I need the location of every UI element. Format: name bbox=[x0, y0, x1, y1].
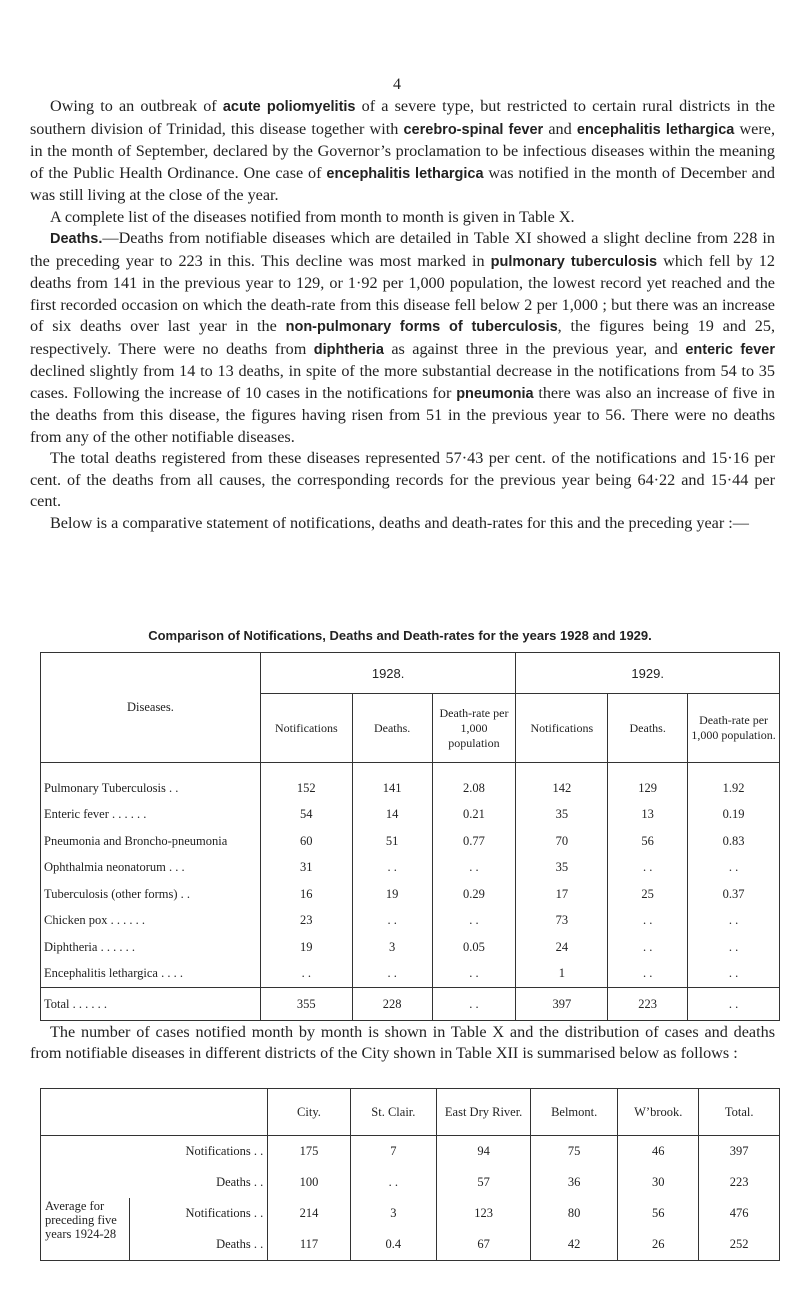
keyword: enteric fever bbox=[685, 341, 775, 358]
cell: . . bbox=[352, 908, 432, 935]
comparison-table bbox=[40, 652, 780, 1021]
disease-name: Enteric fever . . . . . . bbox=[41, 802, 261, 829]
cell: 0.77 bbox=[432, 828, 516, 855]
cell: 17 bbox=[516, 881, 608, 908]
cell: . . bbox=[688, 934, 780, 961]
cell: 214 bbox=[268, 1198, 350, 1229]
cell: 2.08 bbox=[432, 763, 516, 802]
cell: 1 bbox=[516, 961, 608, 988]
cell: 60 bbox=[260, 828, 352, 855]
table-row bbox=[41, 961, 780, 988]
table-caption: Comparison of Notifications, Deaths and Death-rates for the years 1928 and 1929. bbox=[148, 628, 652, 643]
cell: 75 bbox=[531, 1136, 618, 1168]
cell: . . bbox=[352, 855, 432, 882]
header-woodbrook: W’brook. bbox=[618, 1089, 699, 1136]
cell: 228 bbox=[352, 988, 432, 1021]
disease-name: Diphtheria . . . . . . bbox=[41, 934, 261, 961]
average-label bbox=[41, 1198, 130, 1261]
cell: . . bbox=[688, 961, 780, 988]
cell: 7 bbox=[350, 1136, 436, 1168]
keyword: non-pulmonary forms of tuberculosis bbox=[285, 319, 558, 335]
cell: . . bbox=[432, 961, 516, 988]
cell: 0.05 bbox=[432, 934, 516, 961]
cell: 0.21 bbox=[432, 802, 516, 829]
cell: . . bbox=[688, 988, 780, 1021]
cell: 117 bbox=[268, 1229, 350, 1261]
table-row bbox=[41, 908, 780, 935]
text-run: of a severe type, but restricted to certain rural districts in the southern division of Trinidad, this disease together with bbox=[30, 97, 776, 138]
avg-label-line: preceding five bbox=[45, 1213, 117, 1227]
table-row bbox=[41, 763, 780, 802]
cell: . . bbox=[352, 961, 432, 988]
cell: 26 bbox=[618, 1229, 699, 1261]
cell: 129 bbox=[608, 763, 688, 802]
header-city: City. bbox=[268, 1089, 350, 1136]
cell: . . bbox=[608, 855, 688, 882]
cell: 476 bbox=[699, 1198, 780, 1229]
header-belmont: Belmont. bbox=[531, 1089, 618, 1136]
header-st-clair: St. Clair. bbox=[350, 1089, 436, 1136]
paragraph-4: The total deaths registered from these diseases represented 57·43 per cent. of the notifications and 15·16 per cent. of the deaths from all causes, the corresponding records for the previous year being 64·22 and 15·44 per cent. bbox=[30, 449, 775, 510]
cell: 0.4 bbox=[350, 1229, 436, 1261]
header-year-1928: 1928. bbox=[260, 653, 516, 694]
cell: 223 bbox=[608, 988, 688, 1021]
cell: 142 bbox=[516, 763, 608, 802]
cell: . . bbox=[608, 961, 688, 988]
header-total: Total. bbox=[699, 1089, 780, 1136]
table-row bbox=[41, 934, 780, 961]
cell: 30 bbox=[618, 1167, 699, 1198]
cell: . . bbox=[688, 855, 780, 882]
text-run: —Deaths from notifiable diseases which are detailed in Table XI showed a slight decline from 228 in the preceding year to 223 in this. This decline was most marked in bbox=[30, 229, 775, 270]
cell: 46 bbox=[618, 1136, 699, 1168]
table-row bbox=[41, 1136, 780, 1168]
text-run: , the figures being 19 and 25, respectively. There were no deaths from bbox=[30, 317, 776, 358]
text-run: were, in the month of September, declared by the Governor’s proclamation to be infectious diseases within the meaning of the Public Health Ordinance. One case of bbox=[30, 119, 775, 182]
disease-name: Ophthalmia neonatorum . . . bbox=[41, 855, 261, 882]
cell: 31 bbox=[260, 855, 352, 882]
cell: 13 bbox=[608, 802, 688, 829]
table-row bbox=[41, 802, 780, 829]
table-row bbox=[41, 881, 780, 908]
cell: 80 bbox=[531, 1198, 618, 1229]
cell: 25 bbox=[608, 881, 688, 908]
header-notifications: Notifications bbox=[516, 694, 608, 763]
text-run: Owing to an outbreak of bbox=[50, 97, 223, 115]
section-heading: Deaths. bbox=[50, 231, 103, 247]
cell: 0.19 bbox=[688, 802, 780, 829]
text-run: was notified in the month of December and was still living at the close of the year. bbox=[30, 163, 776, 204]
cell: . . bbox=[432, 908, 516, 935]
cell: 19 bbox=[260, 934, 352, 961]
header-deaths: Deaths. bbox=[352, 694, 432, 763]
cell: 152 bbox=[260, 763, 352, 802]
row-label: Notifications . . bbox=[129, 1198, 267, 1229]
body-text bbox=[30, 96, 775, 534]
cell: 57 bbox=[437, 1167, 531, 1198]
keyword: pneumonia bbox=[456, 385, 534, 402]
disease-name: Chicken pox . . . . . . bbox=[41, 908, 261, 935]
table-row bbox=[41, 828, 780, 855]
cell: 36 bbox=[531, 1167, 618, 1198]
cell: 397 bbox=[516, 988, 608, 1021]
cell: . . bbox=[432, 988, 516, 1021]
row-label: Deaths . . bbox=[129, 1229, 267, 1261]
text-run: and bbox=[543, 119, 577, 138]
cell: 223 bbox=[699, 1167, 780, 1198]
cell: 355 bbox=[260, 988, 352, 1021]
cell: 73 bbox=[516, 908, 608, 935]
avg-label-line: Average for bbox=[45, 1199, 105, 1213]
keyword: encephalitis lethargica bbox=[576, 121, 735, 138]
cell: 14 bbox=[352, 802, 432, 829]
cell: 67 bbox=[437, 1229, 531, 1261]
text-run: there was also an increase of five in the deaths from this disease, the figures having risen from 51 in the previous year to 56. There were no deaths from any of the other notifiable diseases. bbox=[30, 383, 775, 446]
text-run: declined slightly from 14 to 13 deaths, in spite of the more substantial decrease in the notifications from 54 to 35 cases. Following the increase of 10 cases in the notifications for bbox=[30, 362, 775, 402]
cell: 1.92 bbox=[688, 763, 780, 802]
header-deaths: Deaths. bbox=[608, 694, 688, 763]
header-year-1929: 1929. bbox=[516, 653, 780, 694]
cell: . . bbox=[432, 855, 516, 882]
paragraph-3 bbox=[30, 228, 775, 448]
table-row bbox=[41, 1229, 780, 1261]
header-notifications: Notifications bbox=[260, 694, 352, 763]
disease-name: Encephalitis lethargica . . . . bbox=[41, 961, 261, 988]
paragraph-2: A complete list of the diseases notified from month to month is given in Table X. bbox=[50, 207, 575, 226]
header-blank bbox=[41, 1089, 268, 1136]
header-east-dry-river: East Dry River. bbox=[437, 1089, 531, 1136]
cell: 56 bbox=[618, 1198, 699, 1229]
table-row bbox=[41, 1167, 780, 1198]
cell: 252 bbox=[699, 1229, 780, 1261]
paragraph-5: Below is a comparative statement of notifications, deaths and death-rates for this and the preceding year :— bbox=[50, 513, 749, 532]
cell: 16 bbox=[260, 881, 352, 908]
page-number: 4 bbox=[393, 76, 401, 93]
row-label: Deaths . . bbox=[41, 1167, 268, 1198]
disease-name: Pneumonia and Broncho-pneumonia bbox=[41, 828, 261, 855]
table-row bbox=[41, 855, 780, 882]
cell: 54 bbox=[260, 802, 352, 829]
text-run: which fell by 12 deaths from 141 in the previous year to 129, or 1·92 per 1,000 population, the lowest record yet reached and the first recorded occasion on which the death-rate from this disease fell below 2 per 1,000 ; but there was an increase of six deaths over last year in the bbox=[30, 251, 775, 335]
district-table bbox=[40, 1088, 780, 1261]
cell: 35 bbox=[516, 855, 608, 882]
cell: 35 bbox=[516, 802, 608, 829]
table-row bbox=[41, 1198, 780, 1229]
keyword: cerebro-spinal fever bbox=[403, 121, 544, 138]
cell: 3 bbox=[350, 1198, 436, 1229]
cell: 94 bbox=[437, 1136, 531, 1168]
cell: 70 bbox=[516, 828, 608, 855]
disease-name: Pulmonary Tuberculosis . . bbox=[41, 763, 261, 802]
cell: 42 bbox=[531, 1229, 618, 1261]
keyword: acute poliomyelitis bbox=[222, 99, 356, 115]
cell: 3 bbox=[352, 934, 432, 961]
cell: 24 bbox=[516, 934, 608, 961]
total-row bbox=[41, 988, 780, 1021]
paragraph-6 bbox=[30, 1022, 775, 1064]
avg-label-line: years 1924-28 bbox=[45, 1227, 117, 1241]
cell: 123 bbox=[437, 1198, 531, 1229]
cell: 175 bbox=[268, 1136, 350, 1168]
cell: 56 bbox=[608, 828, 688, 855]
cell: 0.83 bbox=[688, 828, 780, 855]
row-label: Notifications . . bbox=[41, 1136, 268, 1168]
paragraph-text: The number of cases notified month by month is shown in Table X and the distribution of cases and deaths from notifiable diseases in different districts of the City shown in Table XII is summarised below as follows : bbox=[30, 1023, 775, 1062]
paragraph-1 bbox=[30, 96, 775, 207]
cell: 0.29 bbox=[432, 881, 516, 908]
cell: . . bbox=[688, 908, 780, 935]
cell: . . bbox=[260, 961, 352, 988]
cell: 397 bbox=[699, 1136, 780, 1168]
header-death-rate: Death-rate per 1,000 population. bbox=[688, 694, 780, 763]
cell: 23 bbox=[260, 908, 352, 935]
keyword: encephalitis lethargica bbox=[326, 165, 484, 182]
disease-name: Tuberculosis (other forms) . . bbox=[41, 881, 261, 908]
cell: . . bbox=[608, 934, 688, 961]
header-death-rate: Death-rate per 1,000 population bbox=[432, 694, 516, 763]
text-run: as against three in the previous year, and bbox=[383, 339, 686, 358]
cell: . . bbox=[608, 908, 688, 935]
cell: 100 bbox=[268, 1167, 350, 1198]
cell: 19 bbox=[352, 881, 432, 908]
cell: 51 bbox=[352, 828, 432, 855]
header-diseases: Diseases. bbox=[41, 653, 261, 763]
cell: . . bbox=[350, 1167, 436, 1198]
total-label: Total . . . . . . bbox=[41, 988, 261, 1021]
cell: 141 bbox=[352, 763, 432, 802]
cell: 0.37 bbox=[688, 881, 780, 908]
keyword: pulmonary tuberculosis bbox=[490, 253, 658, 270]
keyword: diphtheria bbox=[313, 341, 384, 358]
